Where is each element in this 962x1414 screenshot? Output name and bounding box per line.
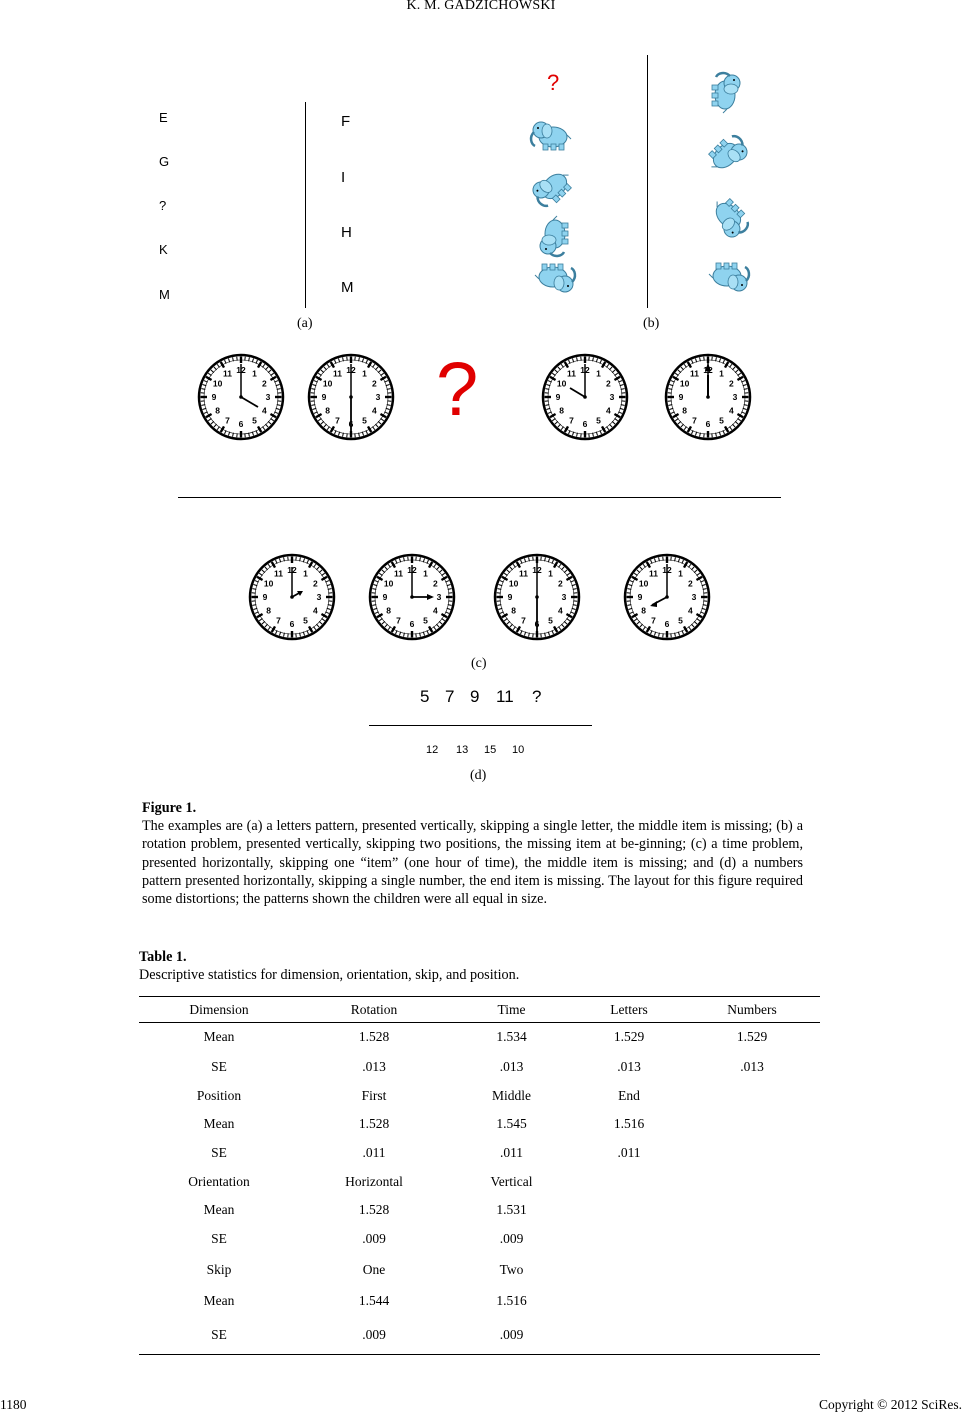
- table-row: [139, 1052, 820, 1082]
- panel-d-divider: [369, 725, 592, 726]
- table-caption: [139, 948, 519, 984]
- table-cell: Position: [196, 1087, 242, 1103]
- table-cell: .013: [499, 1058, 524, 1074]
- table-cell: [574, 1317, 684, 1355]
- table-cell: 1.528: [358, 1029, 390, 1045]
- panel-c-divider: [178, 497, 781, 498]
- table-cell: 1.528: [358, 1202, 390, 1217]
- table-cell: .011: [499, 1144, 524, 1160]
- sequence-item: 5: [420, 687, 430, 706]
- table-row: [139, 1082, 820, 1110]
- column-header: Rotation: [299, 997, 449, 1023]
- clock-icon: [367, 552, 457, 642]
- table-cell: 1.516: [613, 1116, 645, 1131]
- table-row: [139, 1254, 820, 1286]
- elephant-icon: [535, 264, 575, 292]
- running-head: K. M. GADZICHOWSKI: [406, 0, 556, 13]
- panel-a-left-letter: M: [159, 287, 170, 302]
- table-row: [139, 1197, 820, 1224]
- table-cell: Vertical: [490, 1173, 533, 1189]
- table-cell: 1.544: [358, 1293, 390, 1308]
- table-cell: .013: [740, 1058, 764, 1074]
- panel-c-missing-question-mark: ?: [436, 347, 479, 432]
- table-cell: [684, 1139, 820, 1167]
- table-row: [139, 1110, 820, 1139]
- panel-a-left-letter: ?: [159, 198, 167, 213]
- answer-option: 13: [456, 744, 469, 756]
- statistics-table: [139, 996, 820, 1355]
- answer-option: 15: [484, 744, 497, 756]
- answer-option: 10: [512, 744, 525, 756]
- figure-caption-title: Figure 1.: [142, 800, 197, 816]
- column-header: Numbers: [684, 997, 820, 1023]
- table-cell: Mean: [203, 1293, 235, 1308]
- table-cell: Mean: [203, 1029, 235, 1045]
- sequence-item: 7: [445, 687, 455, 706]
- table-cell: 1.516: [496, 1293, 527, 1308]
- elephant-icon: [709, 263, 749, 291]
- panel-a-divider: [305, 102, 306, 308]
- table-cell: [684, 1254, 820, 1286]
- table-cell: 1.529: [613, 1029, 645, 1045]
- table-cell: SE: [211, 1058, 227, 1074]
- panel-d-label: (d): [470, 768, 487, 783]
- table-cell: .011: [362, 1144, 386, 1160]
- table-cell: [684, 1167, 820, 1197]
- table-cell: First: [361, 1087, 387, 1103]
- sequence-item: 11: [496, 687, 514, 706]
- panel-a-left-letter: G: [159, 154, 170, 169]
- table-cell: .013: [617, 1058, 641, 1074]
- clock-icon: [663, 352, 753, 442]
- column-header: Time: [449, 997, 574, 1023]
- table-cell: End: [618, 1087, 640, 1103]
- table-row: [139, 1139, 820, 1167]
- column-header: Dimension: [139, 997, 299, 1023]
- panel-a-right-letter: F: [341, 113, 351, 130]
- table-cell: Orientation: [188, 1173, 250, 1189]
- table-cell: .009: [499, 1230, 524, 1246]
- elephant-icon: [531, 122, 571, 150]
- answer-option: 12: [426, 744, 439, 756]
- elephant-icon: [540, 216, 568, 256]
- table-cell: [574, 1254, 684, 1286]
- panel-b-divider: [647, 55, 648, 308]
- table-row: [139, 1167, 820, 1197]
- table-cell: [684, 1082, 820, 1110]
- clock-icon: [492, 552, 582, 642]
- table-cell: Horizontal: [345, 1173, 403, 1189]
- table-cell: [684, 1197, 820, 1224]
- table-cell: One: [362, 1261, 386, 1277]
- table-cell: SE: [139, 1317, 299, 1355]
- copyright-notice: Copyright © 2012 SciRes.: [818, 1397, 962, 1412]
- figure-caption: [142, 799, 803, 908]
- clock-icon: [622, 552, 712, 642]
- table-cell: Two: [499, 1261, 524, 1277]
- sequence-item: 9: [470, 687, 480, 706]
- elephant-icon: [705, 194, 753, 242]
- table-title: Table 1.: [139, 949, 187, 965]
- panel-a-right-letter: I: [341, 169, 346, 186]
- clock-icon: [247, 552, 337, 642]
- panel-b-missing-question-mark: ?: [547, 70, 560, 95]
- sequence-missing-item: ?: [532, 687, 542, 706]
- column-header: Letters: [574, 997, 684, 1023]
- table-cell: [574, 1167, 684, 1197]
- table-cell: Skip: [206, 1261, 232, 1277]
- table-subtitle: Descriptive statistics for dimension, orientation, skip, and position.: [139, 967, 520, 983]
- table-row: [139, 1317, 820, 1355]
- table-cell: [684, 1317, 820, 1355]
- table-cell: .009: [449, 1317, 574, 1355]
- table-cell: Mean: [203, 1202, 235, 1217]
- table-header-row: [139, 997, 820, 1023]
- figure-caption-text: The examples are (a) a letters pattern, presented vertically, skipping a single letter, the middle item is missing; (b) a rotation problem, presented vertically, skipping two positions, the missing item at be-ginning; (c) a time problem, presented horizontally, skipping one “item” (one hour of time), the middle item is missing; and (d) a numbers pattern presented horizontally, skipping a single number, the end item is missing. The layout for this figure required some distortions; the patterns shown the children were all equal in size.: [142, 818, 803, 908]
- panel-b-label: (b): [643, 316, 660, 331]
- panel-a-label: (a): [297, 316, 313, 331]
- table-row: [139, 1286, 820, 1317]
- table-cell: 1.534: [496, 1029, 527, 1045]
- table-cell: 1.545: [496, 1116, 527, 1131]
- clock-icon: [196, 352, 286, 442]
- table-cell: [574, 1286, 684, 1317]
- table-cell: .013: [362, 1058, 386, 1074]
- panel-b-right-column: [697, 68, 757, 308]
- table-cell: .011: [617, 1144, 641, 1160]
- panel-a-left-letter: K: [159, 242, 168, 257]
- panel-b-left-column: [525, 113, 581, 303]
- table-cell: .009: [362, 1230, 386, 1246]
- elephant-icon: [712, 73, 740, 113]
- table-cell: SE: [211, 1144, 227, 1160]
- panel-a-left-letter: E: [159, 110, 168, 125]
- panel-a-right-letter: H: [341, 224, 352, 241]
- table-cell: Mean: [203, 1116, 235, 1131]
- page-number: 1180: [0, 1397, 27, 1412]
- table-cell: [684, 1224, 820, 1254]
- table-cell: SE: [211, 1230, 227, 1246]
- table-cell: Middle: [492, 1087, 531, 1103]
- elephant-icon: [704, 131, 752, 179]
- panel-a-right-letter: M: [341, 279, 354, 296]
- table-cell: [574, 1197, 684, 1224]
- clock-icon: [540, 352, 630, 442]
- table-cell: [574, 1224, 684, 1254]
- elephant-icon: [528, 163, 576, 211]
- panel-c-label: (c): [471, 656, 487, 671]
- table-cell: [684, 1110, 820, 1139]
- table-cell: 1.531: [496, 1202, 527, 1217]
- table-row: [139, 1224, 820, 1254]
- table-cell: [684, 1286, 820, 1317]
- table-row: [139, 1023, 820, 1052]
- table-cell: .009: [299, 1317, 449, 1355]
- clock-icon: [306, 352, 396, 442]
- table-cell: 1.529: [736, 1029, 768, 1045]
- table-cell: 1.528: [358, 1116, 390, 1131]
